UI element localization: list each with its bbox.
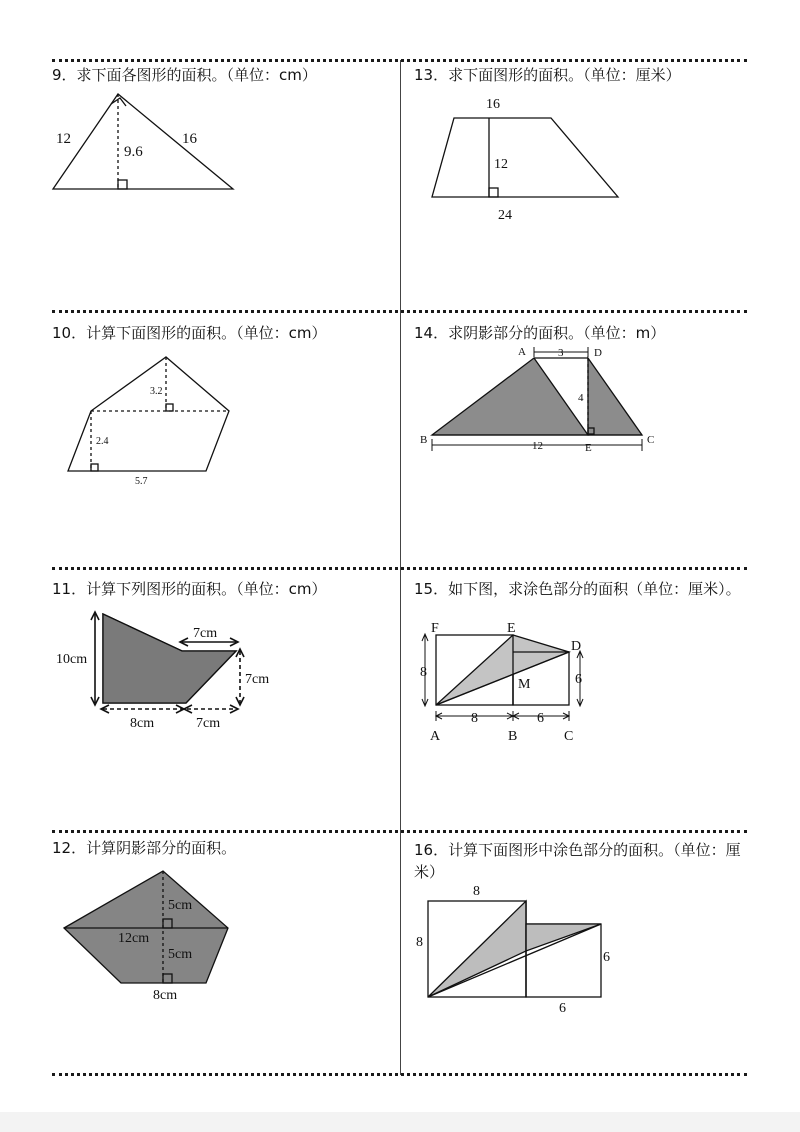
fig14-shaded-triangles [432, 347, 642, 451]
fig14-label-bc: 12 [532, 440, 543, 452]
fig11-label-bottom-right: 7cm [196, 716, 221, 731]
fig16-label-right: 6 [603, 950, 610, 965]
fig16-label-top: 8 [473, 884, 480, 899]
fig13-label-height: 12 [494, 157, 508, 172]
fig12-shaded-pentagon [64, 871, 228, 983]
fig15-rectangles [422, 634, 583, 721]
fig15-label-right: 6 [575, 672, 582, 687]
fig9-label-left: 12 [56, 131, 71, 147]
fig13-trapezoid [432, 118, 618, 197]
question-12-text: 12．计算阴影部分的面积。 [52, 839, 237, 857]
fig14-label-ad: 3 [558, 347, 564, 359]
question-14-text: 14．求阴影部分的面积。（单位：m） [414, 324, 666, 342]
fig9-label-right: 16 [182, 131, 197, 147]
question-16-text: 16．计算下面图形中涂色部分的面积。（单位：厘米） [414, 841, 741, 881]
fig12-label-mid: 12cm [118, 931, 150, 946]
fig15-label-bc: 6 [537, 711, 544, 726]
fig15-point-M: M [518, 677, 531, 692]
fig10-label-base: 5.7 [135, 476, 148, 487]
fig15-point-A: A [430, 729, 441, 744]
fig15-point-D: D [571, 639, 582, 654]
question-10-text: 10．计算下面图形的面积。（单位：cm） [52, 324, 327, 342]
fig15-point-C: C [564, 729, 574, 744]
page-footer-strip [0, 1112, 800, 1132]
fig11-label-right: 7cm [245, 672, 270, 687]
fig15-point-B: B [508, 729, 518, 744]
fig9-triangle [53, 94, 233, 189]
question-13-text: 13．求下面图形的面积。（单位：厘米） [414, 66, 681, 84]
fig13-label-bottom: 24 [498, 208, 512, 223]
fig14-point-D: D [594, 347, 602, 359]
fig13-label-top: 16 [486, 97, 500, 112]
fig11-label-left: 10cm [56, 652, 88, 667]
fig15-label-ab: 8 [471, 711, 478, 726]
fig11-shaded-polygon [91, 612, 244, 713]
fig10-pentagon [68, 357, 229, 471]
fig16-label-bottom: 6 [559, 1001, 566, 1016]
fig16-label-left: 8 [416, 935, 423, 950]
question-9-text: 9．求下面各图形的面积。（单位：cm） [52, 66, 317, 84]
fig10-label-trap-height: 2.4 [96, 436, 109, 447]
question-11-text: 11．计算下列图形的面积。（单位：cm） [52, 580, 327, 598]
fig15-label-left: 8 [420, 665, 427, 680]
fig11-label-bottom-left: 8cm [130, 716, 155, 731]
fig9-label-height: 9.6 [124, 144, 143, 160]
fig14-point-B: B [420, 434, 428, 446]
question-15-text: 15．如下图，求涂色部分的面积（单位：厘米）。 [414, 580, 741, 598]
fig15-point-E: E [507, 621, 516, 636]
fig14-label-de: 4 [578, 392, 584, 404]
fig14-point-A: A [518, 346, 526, 358]
fig12-label-top-height: 5cm [168, 898, 193, 913]
fig11-label-top: 7cm [193, 626, 218, 641]
fig15-point-F: F [431, 621, 439, 636]
fig10-label-tri-height: 3.2 [150, 386, 163, 397]
fig16-rectangles [428, 901, 601, 997]
fig12-label-bottom-height: 5cm [168, 947, 193, 962]
fig14-point-E: E [585, 442, 592, 454]
fig12-label-base: 8cm [153, 988, 178, 1003]
fig14-point-C: C [647, 434, 655, 446]
